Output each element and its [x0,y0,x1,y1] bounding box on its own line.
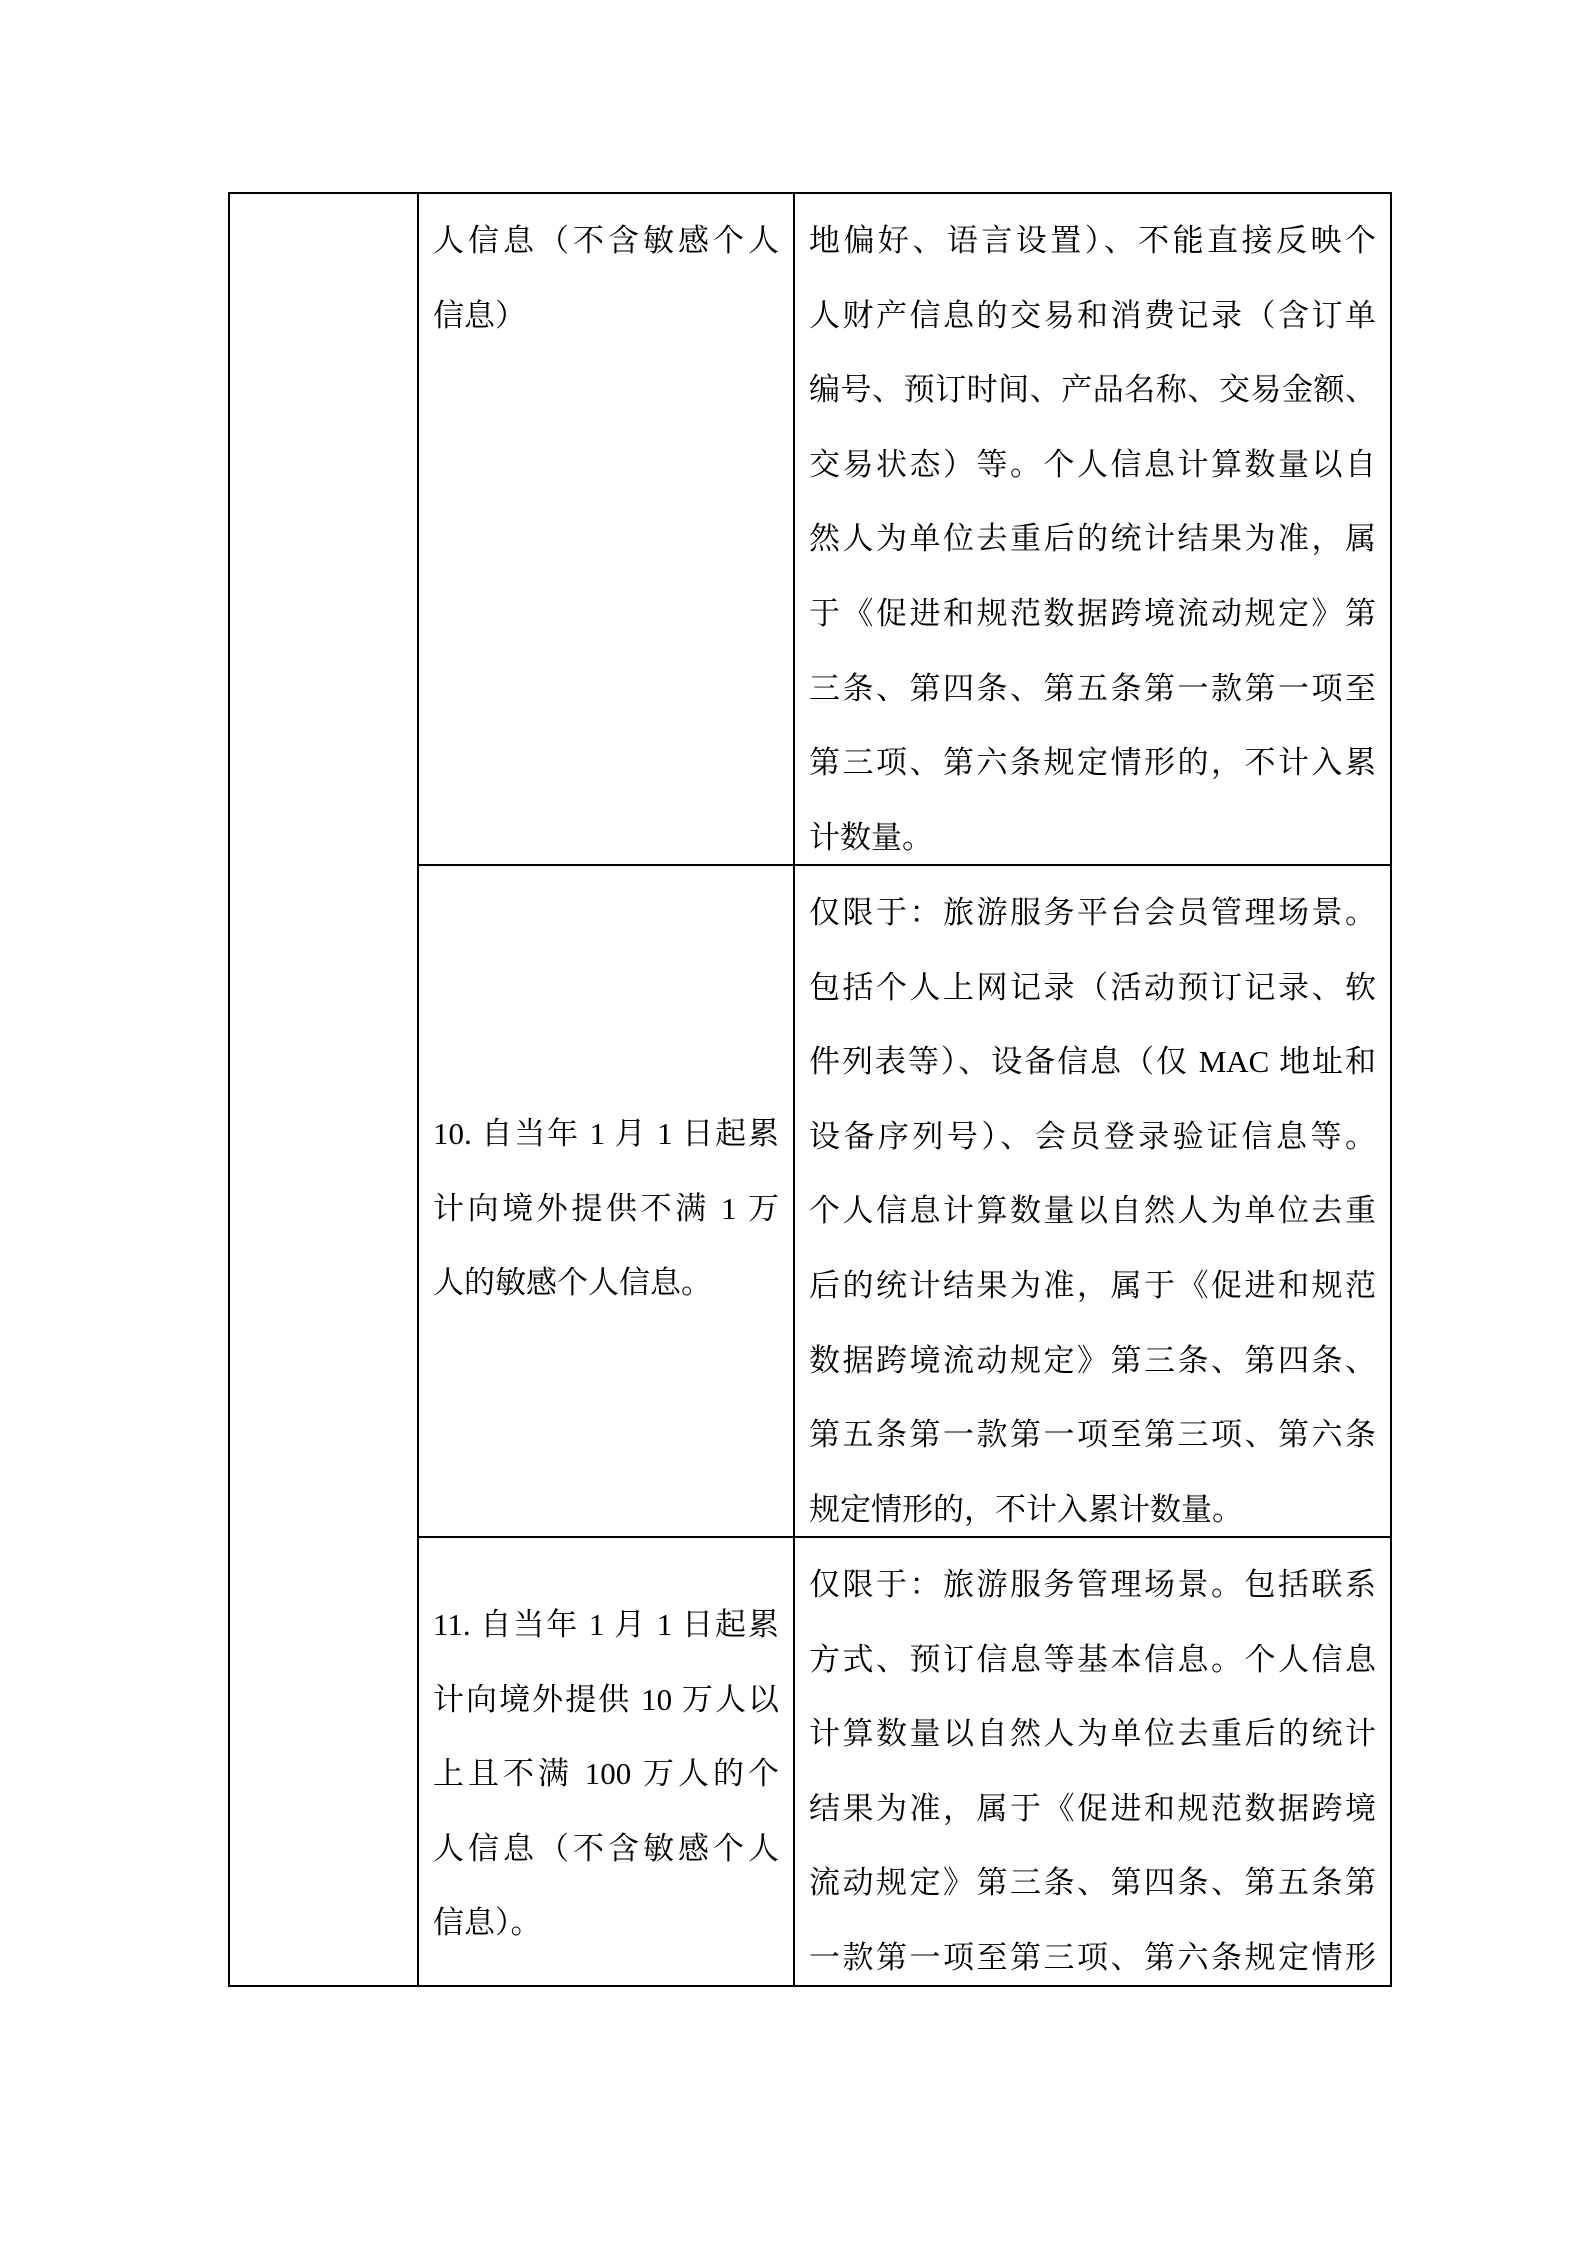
text-line: 计向境外提供 10 万人以 [433,1681,779,1717]
text-line: 于《促进和规范数据跨境流动规定》第 [809,595,1376,631]
text-line: 然人为单位去重后的统计结果为准，属 [809,521,1376,557]
text-line: 人的敏感个人信息。 [433,1265,712,1301]
text-line: 数据跨境流动规定》第三条、第四条、 [809,1342,1376,1378]
text-line: 信息）。 [433,1905,542,1941]
text-line: 仅限于：旅游服务管理场景。包括联系 [809,1567,1376,1602]
cell-row3-condition [419,1538,795,1985]
text-line: 计算数量以自然人为单位去重后的统计 [809,1716,1376,1752]
text-line: 设备序列号）、会员登录验证信息等。 [809,1118,1376,1154]
cell-row2-condition [419,866,795,1538]
text-line: 信息） [433,297,526,333]
text-line: 地偏好、语言设置）、不能直接反映个 [809,223,1376,258]
text-line: 仅限于：旅游服务平台会员管理场景。 [809,895,1376,930]
text-line: 方式、预订信息等基本信息。个人信息 [809,1641,1376,1677]
text-line: 一款第一项至第三项、第六条规定情形 [809,1939,1376,1975]
text-line: 计向境外提供不满 1 万 [433,1190,779,1226]
data-export-table [228,192,1392,1987]
text-line: 流动规定》第三条、第四条、第五条第 [809,1865,1376,1901]
text-line: 编号、预订时间、产品名称、交易金额、 [809,372,1376,408]
text-line: 第五条第一款第一项至第三项、第六条 [809,1417,1376,1453]
cell-row3-scope [795,1538,1390,1985]
cell-category-merged-empty [230,194,419,1985]
text-line: 上且不满 100 万人的个 [433,1756,779,1792]
text-line: 规定情形的，不计入累计数量。 [809,1491,1243,1527]
text-line: 个人信息计算数量以自然人为单位去重 [809,1193,1376,1229]
text-line: 人财产信息的交易和消费记录（含订单 [809,297,1376,333]
text-line: 三条、第四条、第五条第一款第一项至 [809,670,1376,706]
text-line: 件列表等）、设备信息（仅 MAC 地址和 [809,1044,1376,1080]
text-line: 人信息（不含敏感个人 [433,1830,779,1866]
text-line: 结果为准，属于《促进和规范数据跨境 [809,1790,1376,1826]
text-line: 后的统计结果为准，属于《促进和规范 [809,1267,1376,1303]
text-line: 10. 自当年 1 月 1 日起累 [433,1116,779,1152]
cell-row1-condition [419,194,795,866]
text-line: 11. 自当年 1 月 1 日起累 [433,1607,779,1642]
text-line: 包括个人上网记录（活动预订记录、软 [809,969,1376,1005]
text-line: 人信息（不含敏感个人 [433,223,779,258]
cell-row2-scope [795,866,1390,1538]
text-line: 交易状态）等。个人信息计算数量以自 [809,446,1376,482]
cell-row1-scope [795,194,1390,866]
text-line: 计数量。 [809,819,933,855]
text-line: 第三项、第六条规定情形的，不计入累 [809,745,1376,781]
